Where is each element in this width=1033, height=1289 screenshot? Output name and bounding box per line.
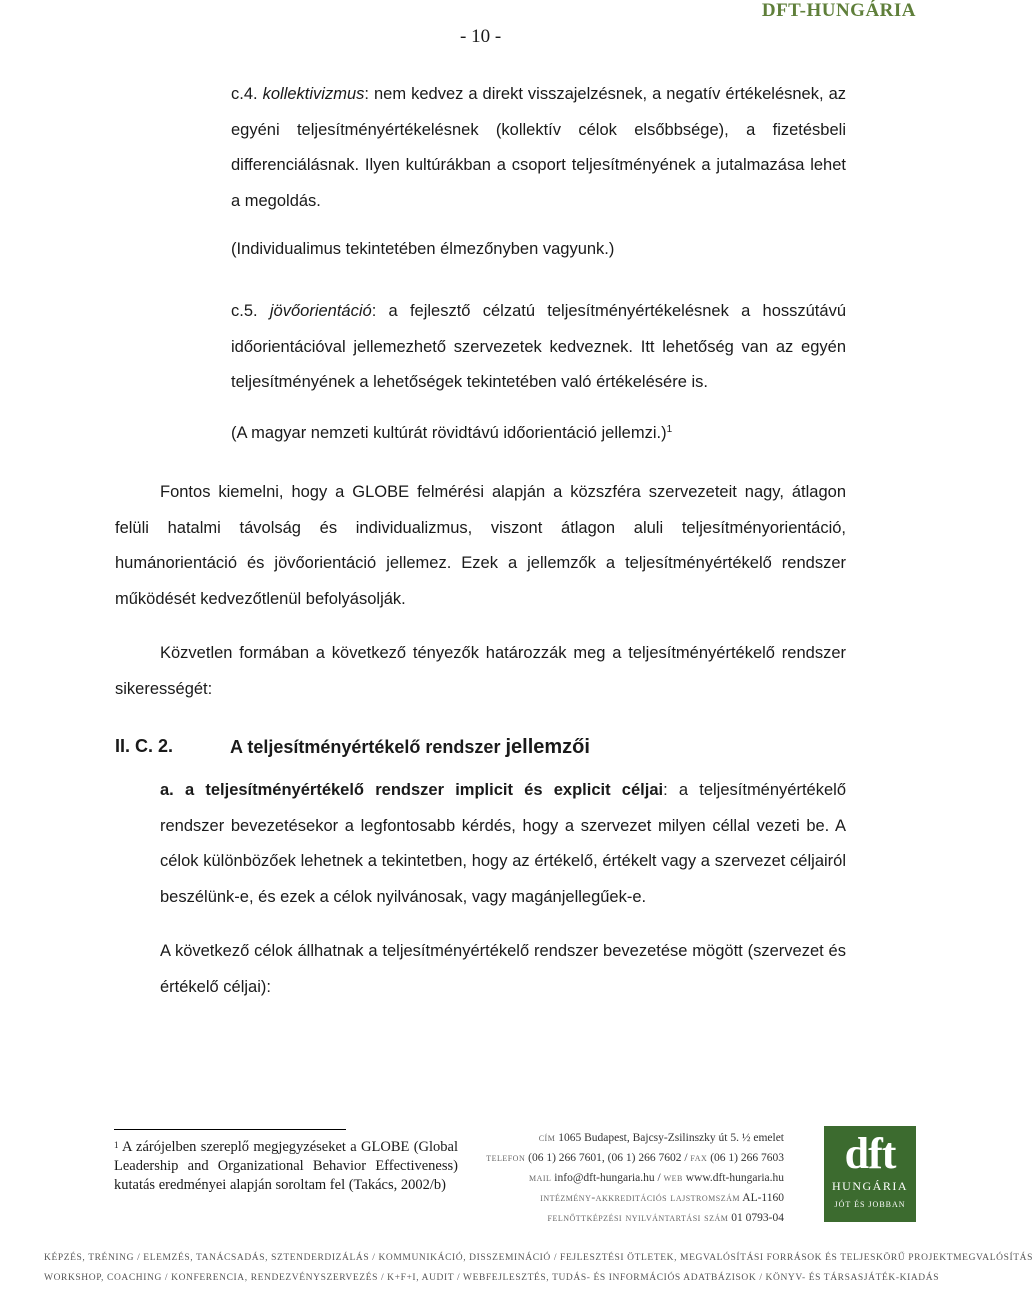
address-value: 1065 Budapest, Bajcsy-Zsilinszky út 5. ½ emelet xyxy=(558,1132,784,1144)
logo-country: HUNGÁRIA xyxy=(832,1179,908,1193)
globe-paragraph-text: Fontos kiemelni, hogy a GLOBE felmérési alapján a közszféra szervezeteit nagy, átlagon felüli hatalmi távolság és individualizmus, viszont átlagon aluli teljesítményorientáció, humánorientáció és jövőorientáció jellemez. Ezek a jellemzők a teljesítményértékelő rendszer működését kedvezőtlenül befolyásolják. xyxy=(115,483,846,608)
item-a xyxy=(160,773,846,915)
mail-label: mail xyxy=(528,1172,552,1184)
web-link[interactable]: www.dft-hungaria.hu xyxy=(685,1172,784,1184)
brand-header: DFT-HUNGÁRIA xyxy=(761,0,916,21)
c4-label: c.4. xyxy=(231,85,258,103)
c5-term: jövőorientáció xyxy=(269,302,372,320)
c4-paragraph xyxy=(231,77,846,219)
web-label: web xyxy=(663,1172,683,1184)
contact-accreditation-line xyxy=(470,1188,784,1208)
accreditation-value: AL-1160 xyxy=(742,1192,784,1204)
fax-label: fax xyxy=(690,1152,708,1164)
c4-note: (Individualimus tekintetében élmezőnyben vagyunk.) xyxy=(231,240,615,258)
mail-link[interactable]: info@dft-hungaria.hu xyxy=(554,1172,655,1184)
c4-term: kollektivizmus xyxy=(262,85,365,103)
services-line-2: WORKSHOP, COACHING / KONFERENCIA, RENDEZVÉNYSZERVEZÉS / K+F+I, AUDIT / WEBFEJLESZTÉS, TUDÁS- ÉS INFORMÁCIÓS ADATBÁZISOK / KÖNYV- ÉS TÁRSASJÁTÉK-KIADÁS xyxy=(44,1273,940,1283)
footnote-divider xyxy=(114,1129,346,1130)
separator: / xyxy=(657,1172,661,1184)
item-a-paragraph xyxy=(160,773,846,915)
footnote-text: A zárójelben szereplő megjegyzéseket a GLOBE (Global Leadership and Organizational Behavior Effectiveness) kutatás eredményei alapján soroltam fel (Takács, 2002/b) xyxy=(114,1139,458,1193)
goals-paragraph xyxy=(160,934,846,1005)
section-number: II. C. 2. xyxy=(115,736,174,756)
phone-label: telefon xyxy=(486,1152,526,1164)
contact-phone-line xyxy=(470,1148,784,1168)
footnote-number: 1 xyxy=(114,1140,119,1150)
dft-logo xyxy=(824,1126,916,1222)
footnote-ref: 1 xyxy=(666,423,673,435)
section-title-main: A teljesítményértékelő rendszer xyxy=(230,737,501,757)
contact-registry-line xyxy=(470,1208,784,1228)
c4-item xyxy=(231,77,846,268)
services-line-1: KÉPZÉS, TRÉNING / ELEMZÉS, TANÁCSADÁS, SZTENDERDIZÁLÁS / KOMMUNIKÁCIÓ, DISSZEMINÁCIÓ / FEJLESZTÉSI ÖTLETEK, MEGVALÓSÍTÁSI FORRÁSOK ÉS TELJESKÖRŰ PROJEKTMEGVALÓSÍTÁS xyxy=(44,1253,1033,1263)
registry-value: 01 0793-04 xyxy=(731,1212,784,1224)
contact-mail-line xyxy=(470,1168,784,1188)
c5-note: (A magyar nemzeti kultúrát rövidtávú időorientáció jellemzi.) xyxy=(231,423,667,442)
phone-value: (06 1) 266 7601, (06 1) 266 7602 xyxy=(528,1152,682,1164)
c5-note-line xyxy=(231,416,846,452)
c5-label: c.5. xyxy=(231,302,258,320)
c5-paragraph xyxy=(231,294,846,401)
page-number: - 10 - xyxy=(460,26,502,47)
section-title xyxy=(230,736,590,759)
contact-address-line xyxy=(470,1128,784,1148)
logo-wordmark: dft xyxy=(844,1129,896,1178)
c4-text: : nem kedvez a direkt visszajelzésnek, a negatív értékelésnek, az egyéni teljesítményértékelésnek (kollektív célok elsőbbsége), a fizetésbeli differenciálásnak. Ilyen kultúrákban a csoport teljesítményének a jutalmazása lehet a megoldás. xyxy=(231,85,846,210)
address-label: cím xyxy=(538,1132,556,1144)
c5-text: : a fejlesztő célzatú teljesítményértékelésnek a hosszútávú időorientációval jellemezhető szervezetek kedveznek. Itt lehetőség van az egyén teljesítményének a lehetőségek tekintetében való értékelésére is. xyxy=(231,302,846,391)
factors-paragraph xyxy=(115,636,846,707)
separator: / xyxy=(684,1152,688,1164)
goals-paragraph-text: A következő célok állhatnak a teljesítményértékelő rendszer bevezetése mögött (szervezet és értékelő céljai): xyxy=(160,942,846,996)
logo-slogan: JÓT ÉS JOBBAN xyxy=(834,1200,906,1209)
contact-block xyxy=(470,1128,784,1228)
section-title-end: jellemzői xyxy=(505,736,590,758)
item-a-text: : a teljesítményértékelő rendszer bevezetésekor a legfontosabb kérdés, hogy a szervezet milyen céllal vezeti be. A célok különbözőek lehetnek a tekintetben, hogy az értékelő, értékelt vagy a szervezet céljairól beszélünk-e, és ezek a célok nyilvánosak, vagy magánjellegűek-e. xyxy=(160,781,846,906)
globe-paragraph xyxy=(115,475,846,617)
registry-label: felnőttképzési nyilvántartási szám xyxy=(547,1212,729,1224)
accreditation-label: intézmény-akkreditációs lajstromszám xyxy=(540,1192,741,1204)
fax-value: (06 1) 266 7603 xyxy=(710,1152,784,1164)
item-a-label: a. a teljesítményértékelő rendszer implicit és explicit céljai xyxy=(160,781,664,799)
c5-item xyxy=(231,294,846,451)
footnote xyxy=(114,1138,458,1195)
factors-paragraph-text: Közvetlen formában a következő tényezők határozzák meg a teljesítményértékelő rendszer sikerességét: xyxy=(115,644,846,698)
